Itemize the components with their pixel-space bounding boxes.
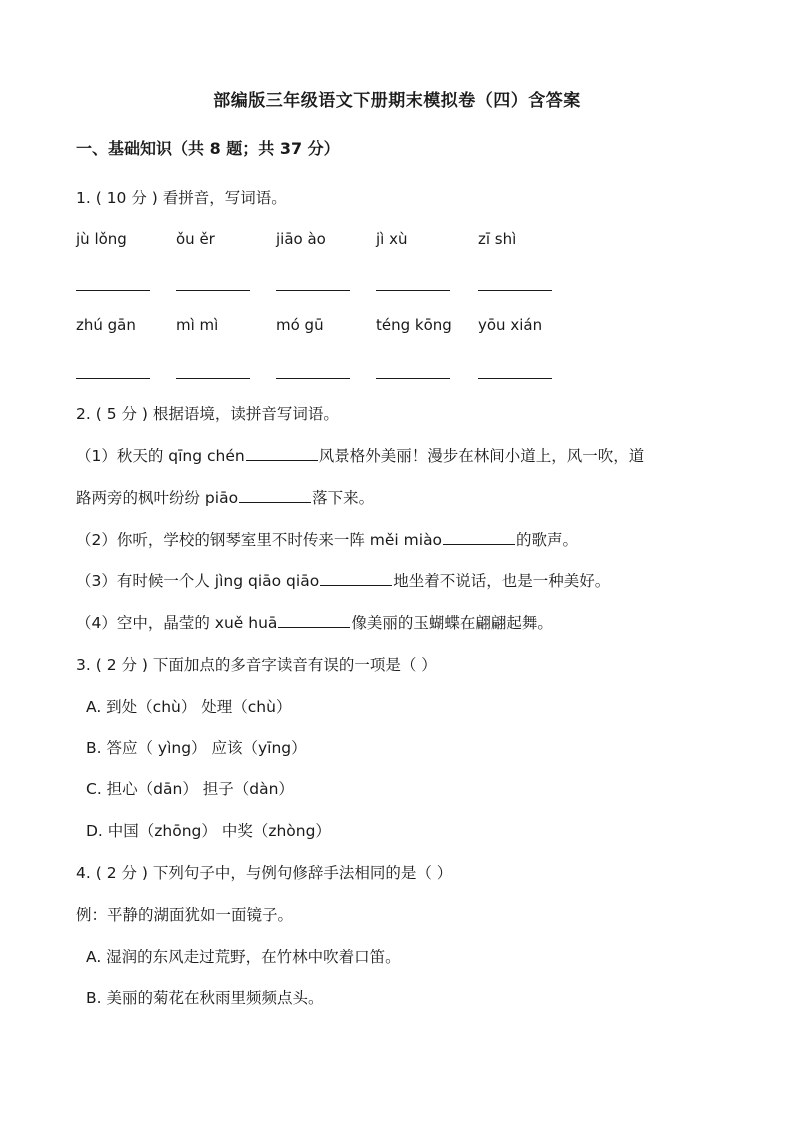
question-2-stem: 2. ( 5 分 ) 根据语境，读拼音写词语。 xyxy=(76,405,339,423)
answer-blank[interactable] xyxy=(76,378,150,379)
pinyin-item: ǒu ěr xyxy=(176,230,215,248)
sentence-text: 风景格外美丽！漫步在林间小道上，风一吹，道 xyxy=(318,447,645,465)
sentence-text: 落下来。 xyxy=(312,489,375,507)
question-1-stem: 1. ( 10 分 ) 看拼音，写词语。 xyxy=(76,189,287,207)
answer-blank[interactable] xyxy=(76,290,150,291)
pinyin-item: jiāo ào xyxy=(276,230,326,248)
sentence-text: （4）空中，晶莹的 xuě huā xyxy=(76,614,278,632)
question-4-stem: 4. ( 2 分 ) 下列句子中，与例句修辞手法相同的是（ ） xyxy=(76,864,453,882)
answer-blank[interactable] xyxy=(176,290,250,291)
question-2-item-4 xyxy=(76,611,553,633)
pinyin-item: téng kōng xyxy=(376,316,452,334)
pinyin-item: zī shì xyxy=(478,230,517,248)
answer-blank[interactable] xyxy=(478,378,552,379)
option-b[interactable]: B. 答应（ yìng） 应该（yīng） xyxy=(86,739,307,757)
answer-blank[interactable] xyxy=(376,290,450,291)
question-2-item-1-cont xyxy=(76,486,374,508)
sentence-text: （1）秋天的 qīng chén xyxy=(76,447,245,465)
answer-blank[interactable] xyxy=(276,290,350,291)
sentence-text: 像美丽的玉蝴蝶在翩翩起舞。 xyxy=(351,614,553,632)
question-2-item-2 xyxy=(76,528,578,550)
option-a[interactable]: A. 到处（chù） 处理（chù） xyxy=(86,698,292,716)
sentence-text: （2）你听，学校的钢琴室里不时传来一阵 měi miào xyxy=(76,531,443,549)
pinyin-item: mó gū xyxy=(276,316,324,334)
pinyin-item: zhú gān xyxy=(76,316,136,334)
option-d[interactable]: D. 中国（zhōng） 中奖（zhòng） xyxy=(86,822,331,840)
pinyin-item: jì xù xyxy=(376,230,408,248)
sentence-text: （3）有时候一个人 jìng qiāo qiāo xyxy=(76,572,320,590)
pinyin-item: jù lǒng xyxy=(76,230,127,248)
question-2-item-1 xyxy=(76,444,644,466)
sentence-text: 路两旁的枫叶纷纷 piāo xyxy=(76,489,239,507)
answer-blank[interactable] xyxy=(443,530,515,545)
answer-blank[interactable] xyxy=(246,446,318,461)
answer-blank[interactable] xyxy=(478,290,552,291)
option-a[interactable]: A. 湿润的东风走过荒野，在竹林中吹着口笛。 xyxy=(86,948,401,966)
question-3-stem: 3. ( 2 分 ) 下面加点的多音字读音有误的一项是（ ） xyxy=(76,656,437,674)
pinyin-item: mì mì xyxy=(176,316,219,334)
example-sentence: 例：平静的湖面犹如一面镜子。 xyxy=(76,906,294,924)
answer-blank[interactable] xyxy=(239,488,311,503)
sentence-text: 地坐着不说话，也是一种美好。 xyxy=(393,572,611,590)
answer-blank[interactable] xyxy=(376,378,450,379)
answer-blank[interactable] xyxy=(320,571,392,586)
answer-blank[interactable] xyxy=(278,613,350,628)
option-c[interactable]: C. 担心（dān） 担子（dàn） xyxy=(86,780,294,798)
answer-blank[interactable] xyxy=(276,378,350,379)
sentence-text: 的歌声。 xyxy=(516,531,579,549)
pinyin-item: yōu xián xyxy=(478,316,543,334)
page-title: 部编版三年级语文下册期末模拟卷（四）含答案 xyxy=(213,91,581,111)
option-b[interactable]: B. 美丽的菊花在秋雨里频频点头。 xyxy=(86,989,324,1007)
section-heading: 一、基础知识（共 8 题；共 37 分） xyxy=(76,139,340,158)
question-2-item-3 xyxy=(76,569,610,591)
answer-blank[interactable] xyxy=(176,378,250,379)
